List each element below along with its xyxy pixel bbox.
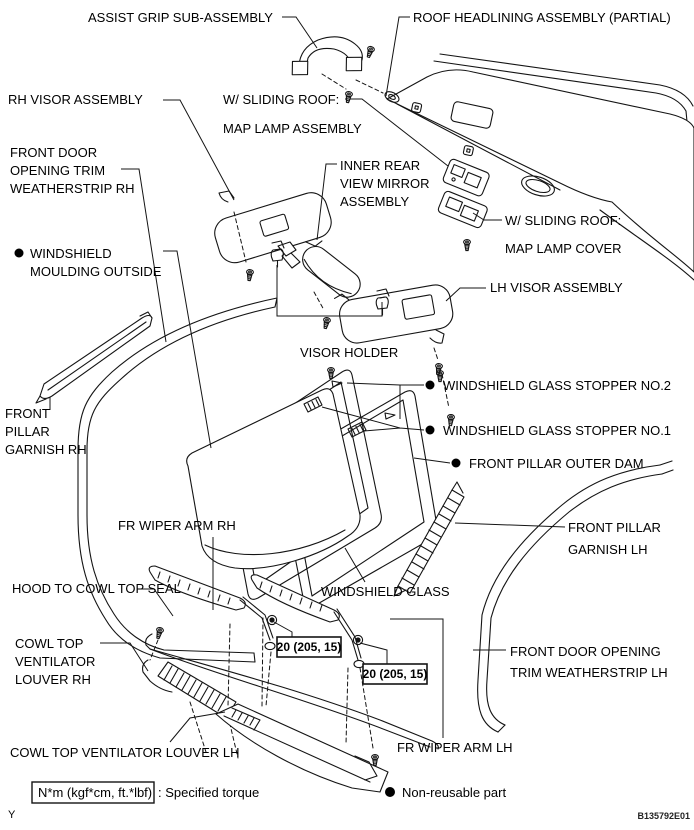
leader-pillar-garnish-lh [455,523,565,527]
leader-windshield-glass [345,548,365,582]
label-windshield-moulding-1: WINDSHIELD [30,246,112,261]
label-windshield-glass: WINDSHIELD GLASS [321,584,450,599]
label-hood-cowl-seal: HOOD TO COWL TOP SEAL [12,581,181,596]
label-lh-visor: LH VISOR ASSEMBLY [490,280,623,295]
label-front-door-trim-lh-1: FRONT DOOR OPENING [510,644,661,659]
torque-symbol-label: N*m (kgf*cm, ft.*lbf) [38,785,153,800]
label-inner-mirror-1: INNER REAR [340,158,421,173]
bullet-stopper-no1 [426,426,435,435]
part-pillar-garnish-rh [36,312,152,403]
label-map-lamp-cover-1: W/ SLIDING ROOF: [505,213,622,228]
bullet-outer-dam [452,459,461,468]
label-pillar-garnish-lh-2: GARNISH LH [568,542,648,557]
part-pillar-garnish-lh [394,482,464,596]
label-map-lamp-cover-2: MAP LAMP COVER [505,241,622,256]
label-inner-mirror-3: ASSEMBLY [340,194,410,209]
label-rh-visor: RH VISOR ASSEMBLY [8,92,143,107]
leader-windshield-moulding [163,251,211,448]
label-inner-mirror-2: VIEW MIRROR [340,176,430,191]
label-visor-holder: VISOR HOLDER [300,345,399,360]
label-front-door-trim-rh-3: WEATHERSTRIP RH [10,181,135,196]
label-pillar-garnish-rh-3: GARNISH RH [5,442,87,457]
label-front-door-trim-rh-1: FRONT DOOR [10,145,98,160]
part-windshield-glass [187,389,366,569]
leader-cowl-louver-lh [170,712,225,742]
torque-callouts [277,637,428,684]
label-fr-wiper-lh: FR WIPER ARM LH [397,740,513,755]
label-roof-headlining: ROOF HEADLINING ASSEMBLY (PARTIAL) [413,10,671,25]
label-cowl-louver-rh-2: VENTILATOR [15,654,96,669]
non-reusable-label: Non-reusable part [402,785,507,800]
part-map-lamp-cover [437,190,488,250]
label-pillar-garnish-lh-1: FRONT PILLAR [568,520,661,535]
label-cowl-louver-rh-3: LOUVER RH [15,672,91,687]
label-windshield-moulding-2: MOULDING OUTSIDE [30,264,162,279]
label-cowl-louver-rh-1: COWL TOP [15,636,84,651]
label-outer-dam: FRONT PILLAR OUTER DAM [469,456,644,471]
label-stopper-no1: WINDSHIELD GLASS STOPPER NO.1 [443,423,672,438]
leader-rh-visor [163,100,234,200]
label-assist-grip: ASSIST GRIP SUB-ASSEMBLY [88,10,273,25]
label-map-lamp-assembly-1: W/ SLIDING ROOF: [223,92,340,107]
leader-roof-headlining [386,17,410,96]
torque-value-1: 20 (205, 15) [276,640,342,654]
label-map-lamp-assembly-2: MAP LAMP ASSEMBLY [223,121,362,136]
part-weatherstrip-lh [478,461,673,732]
part-glass-stoppers [328,368,444,419]
label-front-door-trim-rh-2: OPENING TRIM [10,163,106,178]
leader-cowl-louver-rh [100,643,148,671]
torque-value-2: 20 (205, 15) [362,667,428,681]
label-front-door-trim-lh-2: TRIM WEATHERSTRIP LH [510,665,668,680]
leader-lh-visor [446,288,486,301]
bullet-windshield-moulding [15,249,24,258]
leader-outer-dam [414,458,450,463]
bullet-stopper-no2 [426,381,435,390]
label-cowl-louver-lh: COWL TOP VENTILATOR LOUVER LH [10,745,240,760]
torque-meaning-label: : Specified torque [158,785,260,800]
figure-code: B135792E01 [637,811,690,821]
label-fr-wiper-rh: FR WIPER ARM RH [118,518,236,533]
label-pillar-garnish-rh-1: FRONT [5,406,50,421]
label-pillar-garnish-rh-2: PILLAR [5,424,50,439]
legend [32,782,506,803]
corner-mark: Y [8,809,16,821]
label-stopper-no2: WINDSHIELD GLASS STOPPER NO.2 [443,378,672,393]
part-cowl-louver-rh [143,627,238,758]
bullet-non-reusable [385,787,395,797]
